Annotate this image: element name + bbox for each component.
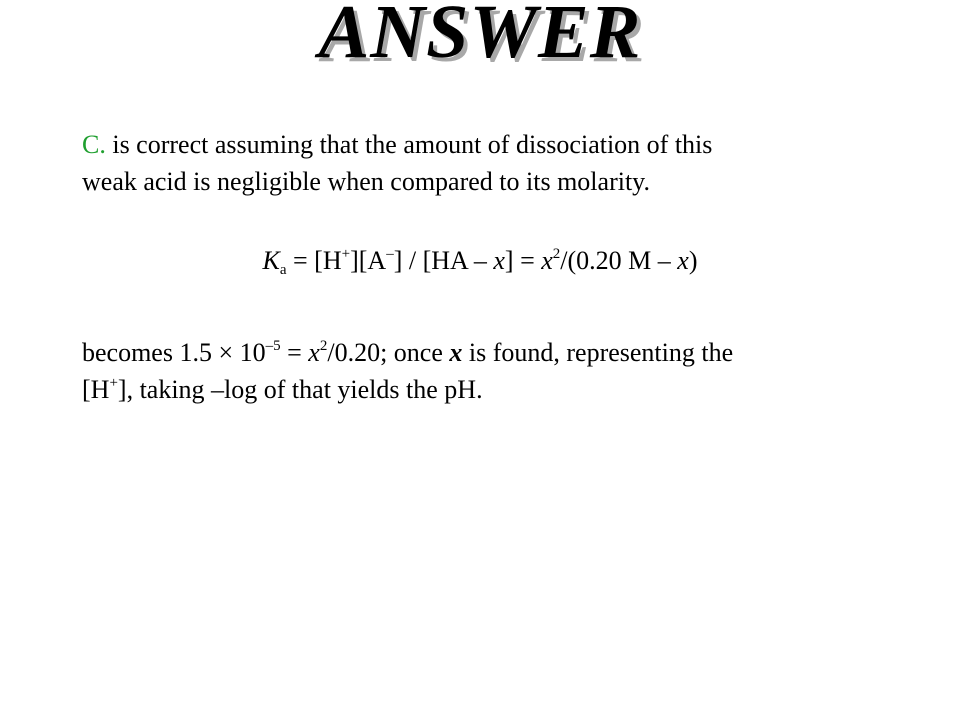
conclusion-text-5: [H — [82, 375, 110, 404]
eq-text-6: ) — [688, 246, 698, 275]
conclusion-text-3: /0.20; once — [327, 338, 450, 367]
eq-text-4: ] = — [504, 246, 542, 275]
intro-line-2: weak acid is negligible when compared to its molarity. — [82, 167, 650, 196]
ka-symbol: K — [262, 246, 280, 275]
conclusion-variable-x: x — [308, 338, 320, 367]
eq-variable-x-1: x — [493, 246, 505, 275]
conclusion-h-plus-charge: + — [109, 375, 118, 391]
conclusion-text-6: ], taking –log of that yields the pH. — [117, 375, 483, 404]
a-minus-charge: – — [386, 246, 394, 262]
eq-variable-x-2: x — [541, 246, 553, 275]
h-plus-charge: + — [341, 246, 351, 262]
conclusion-square-exponent: 2 — [319, 338, 328, 354]
conclusion-text-1: becomes 1.5 × 10 — [82, 338, 266, 367]
conclusion-text-4: is found, representing the — [462, 338, 734, 367]
eq-text-2: ][A — [350, 246, 387, 275]
answer-choice-label: C. — [82, 130, 106, 159]
eq-text-1: = [H — [286, 246, 342, 275]
eq-variable-x-3: x — [677, 246, 689, 275]
conclusion-bold-x: x — [449, 338, 463, 367]
eq-text-5: /(0.20 M – — [560, 246, 678, 275]
conclusion-paragraph — [82, 334, 882, 408]
conclusion-exponent: –5 — [265, 338, 281, 354]
ka-equation — [0, 242, 960, 279]
conclusion-text-2: = — [280, 338, 309, 367]
eq-text-3: ] / [HA – — [393, 246, 494, 275]
eq-square-exponent: 2 — [552, 246, 561, 262]
intro-paragraph — [82, 126, 882, 200]
slide-title: ANSWER — [318, 0, 642, 74]
ka-subscript: a — [279, 262, 287, 278]
intro-line-1: is correct assuming that the amount of dissociation of this — [105, 130, 713, 159]
